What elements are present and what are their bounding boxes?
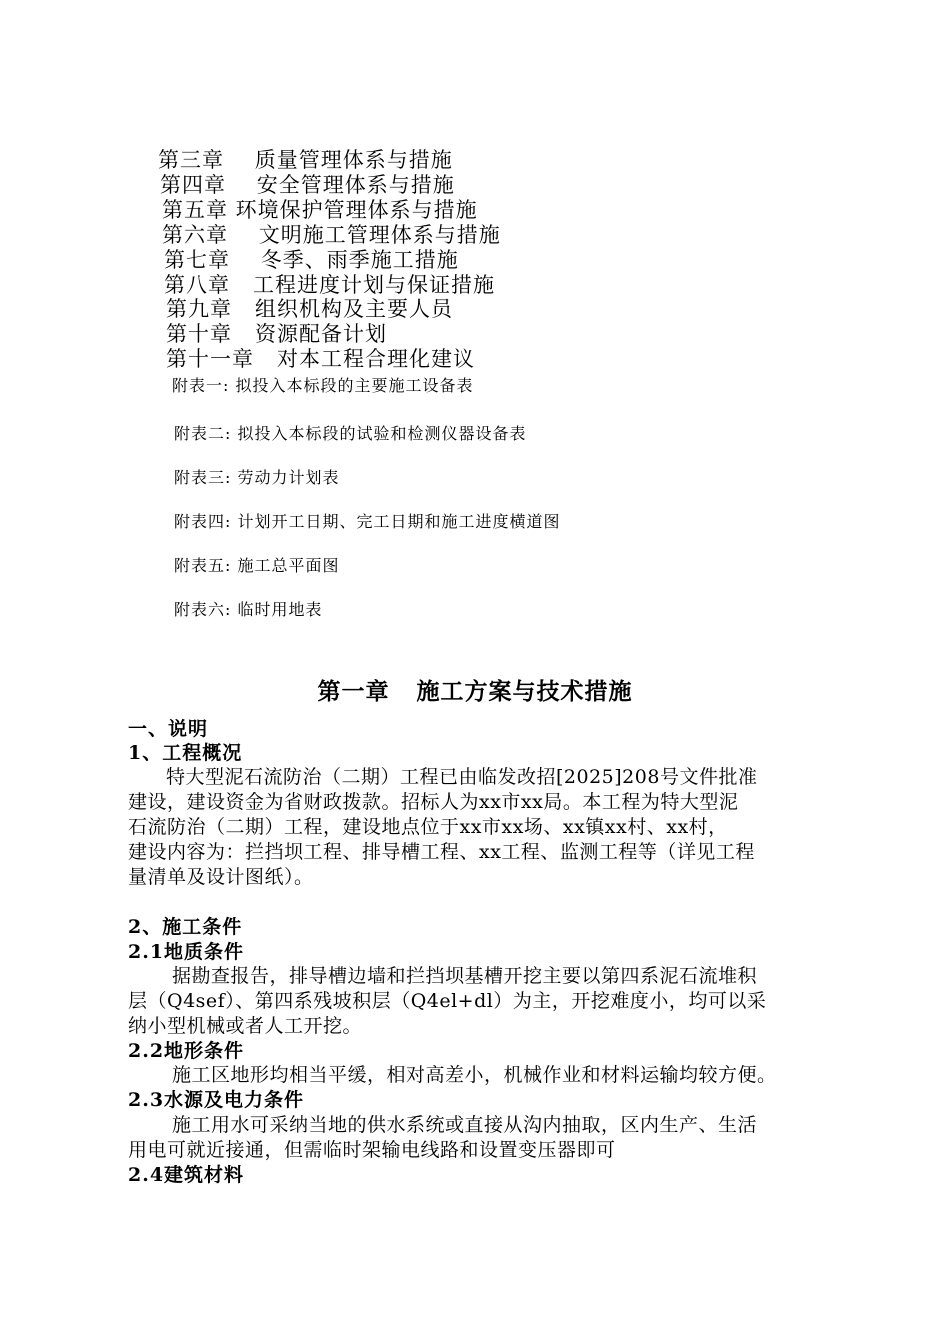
- subsection-2-3-heading: 2.3水源及电力条件: [128, 1089, 305, 1111]
- toc-chapter-4: 第四章 安全管理体系与措施: [160, 173, 455, 197]
- section-1-heading: 一、说明: [128, 718, 209, 740]
- paragraph-line: 建设，建设资金为省财政拨款。招标人为xx市xx局。本工程为特大型泥: [128, 791, 739, 813]
- paragraph-line: 用电可就近接通，但需临时架输电线路和设置变压器即可: [128, 1139, 616, 1161]
- subsection-2-2-heading: 2.2地形条件: [128, 1040, 245, 1062]
- subsection-2-heading: 2、施工条件: [128, 916, 243, 938]
- toc-chapter-9: 第九章 组织机构及主要人员: [166, 297, 454, 321]
- toc-chapter-6: 第六章 文明施工管理体系与措施: [162, 223, 501, 247]
- chapter-1-title: 第一章 施工方案与技术措施: [317, 678, 633, 705]
- toc-appendix-5: 附表五: 施工总平面图: [174, 556, 340, 575]
- paragraph-line: 据勘查报告，排导槽边墙和拦挡坝基槽开挖主要以第四系泥石流堆积: [172, 965, 758, 987]
- toc-appendix-2: 附表二: 拟投入本标段的试验和检测仪器设备表: [174, 424, 527, 443]
- paragraph-line: 建设内容为：拦挡坝工程、排导槽工程、xx工程、监测工程等（详见工程: [128, 841, 755, 863]
- toc-appendix-6: 附表六: 临时用地表: [174, 600, 323, 619]
- paragraph-line: 纳小型机械或者人工开挖。: [128, 1015, 363, 1037]
- paragraph-line: 特大型泥石流防治（二期）工程已由临发改招[2025]208号文件批准: [166, 766, 758, 788]
- paragraph-line: 量清单及设计图纸）。: [128, 866, 314, 888]
- toc-chapter-5: 第五章 环境保护管理体系与措施: [162, 198, 478, 222]
- toc-chapter-7: 第七章 冬季、雨季施工措施: [164, 248, 459, 272]
- toc-appendix-4: 附表四: 计划开工日期、完工日期和施工进度横道图: [174, 512, 561, 531]
- toc-chapter-3: 第三章 质量管理体系与措施: [158, 148, 453, 172]
- paragraph-line: 施工用水可采纳当地的供水系统或直接从沟内抽取，区内生产、生活: [172, 1114, 758, 1136]
- toc-chapter-10: 第十章 资源配备计划: [166, 322, 388, 346]
- paragraph-line: 施工区地形均相当平缓，相对高差小，机械作业和材料运输均较方便。: [172, 1064, 777, 1086]
- toc-appendix-1: 附表一: 拟投入本标段的主要施工设备表: [172, 376, 474, 395]
- subsection-1-heading: 1、工程概况: [128, 742, 243, 764]
- paragraph-line: 层（Q4sef）、第四系残坡积层（Q4el+dl）为主，开挖难度小，均可以采: [128, 990, 767, 1012]
- paragraph-line: 石流防治（二期）工程，建设地点位于xx市xx场、xx镇xx村、xx村，: [128, 816, 728, 838]
- subsection-2-4-heading: 2.4建筑材料: [128, 1164, 245, 1186]
- toc-chapter-8: 第八章 工程进度计划与保证措施: [164, 273, 496, 297]
- toc-appendix-3: 附表三: 劳动力计划表: [174, 468, 340, 487]
- subsection-2-1-heading: 2.1地质条件: [128, 941, 245, 963]
- toc-chapter-11: 第十一章 对本工程合理化建议: [166, 347, 476, 371]
